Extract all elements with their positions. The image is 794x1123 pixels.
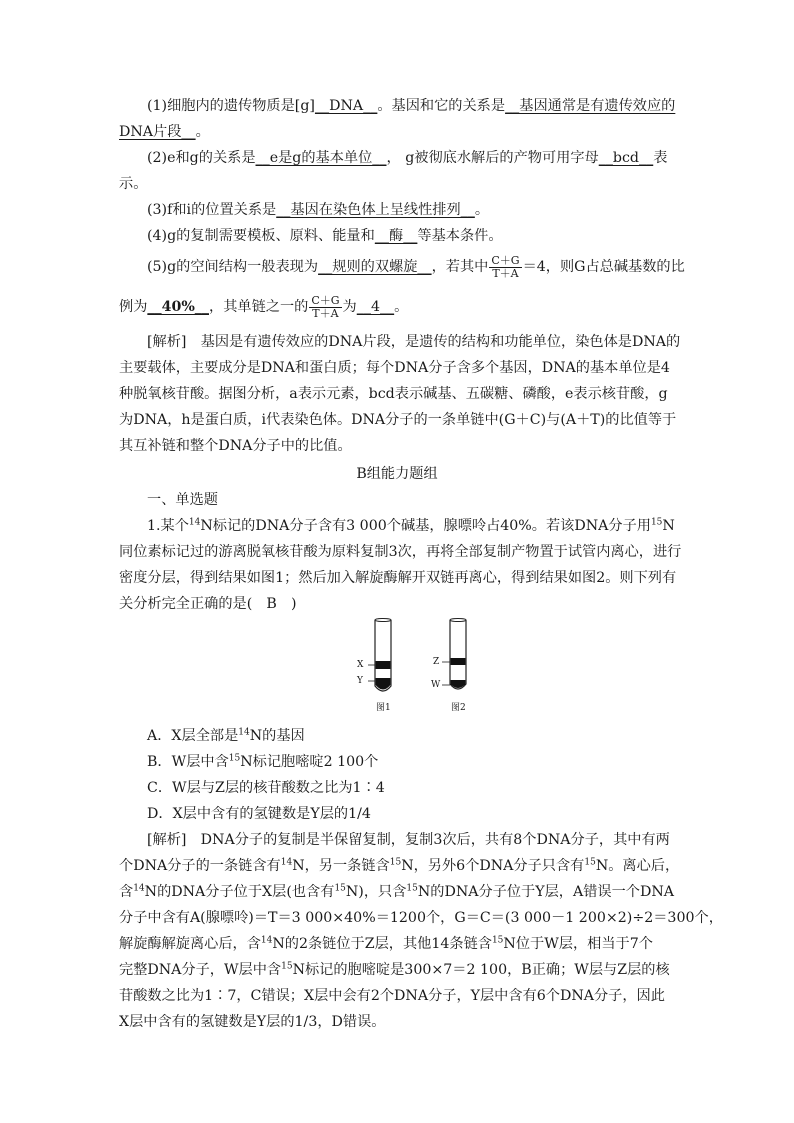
analysis-label: [解析]: [147, 832, 187, 848]
superscript: 15: [334, 883, 346, 894]
question-text: (3)f和i的位置关系是: [147, 202, 277, 218]
superscript: 15: [584, 857, 596, 868]
question-1-line-2: [119, 122, 675, 142]
question-text: (2)e和g的关系是: [147, 150, 256, 166]
analysis-text: 其互补链和整个DNA分子中的比值。: [119, 438, 352, 454]
option-a: [147, 726, 675, 746]
superscript: 15: [228, 753, 241, 764]
question-text: 。: [394, 299, 409, 315]
answer-blank: __酶__: [374, 228, 418, 244]
fraction: [309, 295, 341, 320]
superscript: 15: [281, 961, 293, 972]
superscript: 15: [491, 935, 504, 946]
question-text: 等基本条件。: [417, 228, 503, 244]
analysis-2-line-1: [147, 830, 675, 850]
analysis-1-line-2: [119, 358, 675, 378]
label-x: X: [357, 660, 364, 670]
analysis-text: 基因是有遗传效应的DNA片段，是遗传的结构和功能单位，染色体是DNA的: [200, 334, 681, 350]
analysis-1-line-5: [119, 436, 675, 456]
section-title-text: B组能力题组: [356, 466, 438, 482]
question-text: ＝4，则G占总碱基数的比: [522, 259, 685, 275]
option-text: N的基因: [249, 728, 305, 744]
question-1-line-1: [147, 96, 675, 116]
analysis-text: 为DNA，h是蛋白质，i代表染色体。DNA分子的一条单链中(G＋C)与(A＋T)的比值等于: [119, 412, 677, 428]
question-text: ， g被彻底水解后的产物可用字母: [386, 150, 599, 166]
subsection-title: [147, 490, 675, 510]
superscript: 14: [238, 727, 250, 738]
fraction-numerator: C＋G: [311, 293, 340, 307]
analysis-text: 含: [119, 884, 134, 900]
answer-blank: __基因通常是有遗传效应的: [505, 98, 676, 114]
mc-question-line-1: [147, 516, 675, 536]
analysis-text: X层中含有的氢键数是Y层的1/3，D错误。: [119, 1014, 386, 1030]
mc-question-line-4: [119, 594, 675, 614]
superscript: 15: [389, 857, 402, 868]
question-2-line-1: [147, 148, 675, 168]
superscript: 15: [406, 883, 418, 894]
band-z: [451, 658, 466, 665]
option-text: A．X层全部是: [147, 728, 239, 744]
analysis-text: DNA分子的复制是半保留复制，复制3次后，共有8个DNA分子，其中有两: [200, 832, 670, 848]
question-text: N: [662, 518, 675, 534]
analysis-2-line-7: [119, 986, 675, 1006]
figure-2-caption: 图2: [451, 703, 466, 713]
answer-blank: __40%__: [147, 299, 209, 315]
question-3: [147, 200, 675, 220]
option-b: [147, 752, 675, 772]
fraction-denominator: T＋A: [312, 306, 339, 320]
superscript: 14: [260, 935, 273, 946]
analysis-text: 个DNA分子的一条链含有: [119, 858, 281, 874]
analysis-text: N标记的胞嘧啶是300×7＝2 100，B正确；W层与Z层的核: [292, 962, 670, 978]
question-text: 。: [474, 202, 490, 218]
superscript: 14: [188, 517, 201, 528]
analysis-text: 种脱氧核苷酸。据图分析，a表示元素，bcd表示碱基、五碳糖、磷酸，e表示核苷酸，g: [119, 386, 668, 402]
band-y: [376, 678, 391, 685]
option-text: B．W层中含: [147, 754, 229, 770]
question-text: 1.某个: [147, 518, 189, 534]
question-text: 表: [653, 150, 668, 166]
analysis-text: N的DNA分子位于Y层，A错误一个DNA: [417, 884, 675, 900]
question-2-line-2: [119, 174, 675, 194]
option-d: [147, 804, 675, 824]
analysis-text: N的DNA分子位于X层(也含有: [144, 884, 335, 900]
analysis-text: N位于W层，相当于7个: [503, 936, 653, 952]
label-w: W: [431, 680, 441, 690]
superscript: 15: [650, 517, 663, 528]
label-z: Z: [433, 657, 440, 667]
question-4: [147, 226, 675, 246]
question-text: (5)g的空间结构一般表现为: [147, 259, 319, 275]
option-text: N标记胞嘧啶2 100个: [240, 754, 379, 770]
analysis-text: 分子中含有A(腺嘌呤)＝T＝3 000×40%＝1200个，G＝C＝(3 000－1 200×2)÷2＝300个，: [119, 910, 723, 926]
test-tube-figure: [350, 618, 480, 718]
analysis-text: 解旋酶解旋离心后，含: [119, 936, 261, 952]
question-5-line-1: [147, 253, 685, 280]
section-title: [119, 464, 675, 484]
analysis-2-line-2: [119, 856, 680, 876]
question-text: (1)细胞内的遗传物质是[g]: [147, 98, 315, 114]
fraction-denominator: T＋A: [492, 266, 519, 280]
question-text: 为: [342, 299, 357, 315]
option-c: [147, 778, 675, 798]
analysis-text: 完整DNA分子，W层中含: [119, 962, 282, 978]
question-5-line-2: [119, 294, 675, 320]
fraction: [489, 255, 521, 280]
mc-question-line-2: [119, 542, 682, 562]
question-text: 。: [195, 124, 210, 140]
answer-blank: __基因在染色体上呈线性排列__: [276, 202, 475, 218]
analysis-2-line-6: [119, 960, 675, 980]
question-text: (4)g的复制需要模板、原料、能量和: [147, 228, 375, 244]
analysis-1-line-3: [119, 384, 675, 404]
question-text: N标记的DNA分子含有3 000个碱基，腺嘌呤占40%。若该DNA分子用: [200, 518, 651, 534]
test-tube-1-rim: [375, 619, 391, 622]
analysis-2-line-3: [119, 882, 675, 902]
answer-blank: __e是g的基本单位__: [255, 150, 387, 166]
analysis-text: N。离心后，: [595, 858, 680, 874]
answer-blank: __bcd__: [598, 150, 654, 166]
band-x: [376, 661, 391, 669]
subsection-text: 一、单选题: [147, 492, 218, 508]
question-text: 例为: [119, 299, 148, 315]
superscript: 14: [280, 857, 293, 868]
question-text: ，若其中: [431, 259, 489, 275]
test-tube-2-outline: [450, 620, 466, 689]
question-text: 。基因和它的关系是: [377, 98, 506, 114]
analysis-2-line-4: [119, 908, 723, 928]
analysis-2-line-5: [119, 934, 675, 954]
figure-1-caption: 图1: [376, 703, 391, 713]
question-text: 同位素标记过的游离脱氧核苷酸为原料复制3次，再将全部复制产物置于试管内离心，进行: [119, 544, 682, 560]
analysis-1-line-1: [147, 332, 681, 352]
analysis-text: N)，只含: [345, 884, 407, 900]
question-text: 示。: [119, 176, 148, 192]
answer-blank: __4__: [356, 299, 395, 315]
test-tube-2-rim: [450, 619, 466, 622]
analysis-1-line-4: [119, 410, 675, 430]
answer-blank: DNA片段__: [119, 124, 196, 140]
analysis-text: N，另外6个DNA分子只含有: [401, 858, 585, 874]
mc-question-line-3: [119, 568, 675, 588]
analysis-text: 苷酸数之比为1∶7，C错误；X层中会有2个DNA分子，Y层中含有6个DNA分子，因此: [119, 988, 665, 1004]
answer-blank: __DNA__: [314, 98, 378, 114]
question-text: 密度分层，得到结果如图1；然后加入解旋酶解开双链再离心，得到结果如图2。则下列有: [119, 570, 677, 586]
question-text: 关分析完全正确的是( B ): [119, 596, 297, 612]
question-text: ，其单链之一的: [209, 299, 309, 315]
analysis-2-line-8: [119, 1012, 675, 1032]
superscript: 14: [133, 883, 145, 894]
answer-blank: __规则的双螺旋__: [318, 259, 432, 275]
analysis-text: 主要载体，主要成分是DNA和蛋白质；每个DNA分子含多个基因，DNA的基本单位是4: [119, 360, 670, 376]
analysis-text: N的2条链位于Z层，其他14条链含: [272, 936, 492, 952]
analysis-label: [解析]: [147, 334, 187, 350]
option-text: C．W层与Z层的核苷酸数之比为1∶4: [147, 780, 385, 796]
label-y: Y: [357, 676, 363, 686]
analysis-text: N，另一条链含: [292, 858, 390, 874]
fraction-numerator: C＋G: [491, 253, 520, 267]
option-text: D．X层中含有的氢键数是Y层的1/4: [147, 806, 371, 822]
